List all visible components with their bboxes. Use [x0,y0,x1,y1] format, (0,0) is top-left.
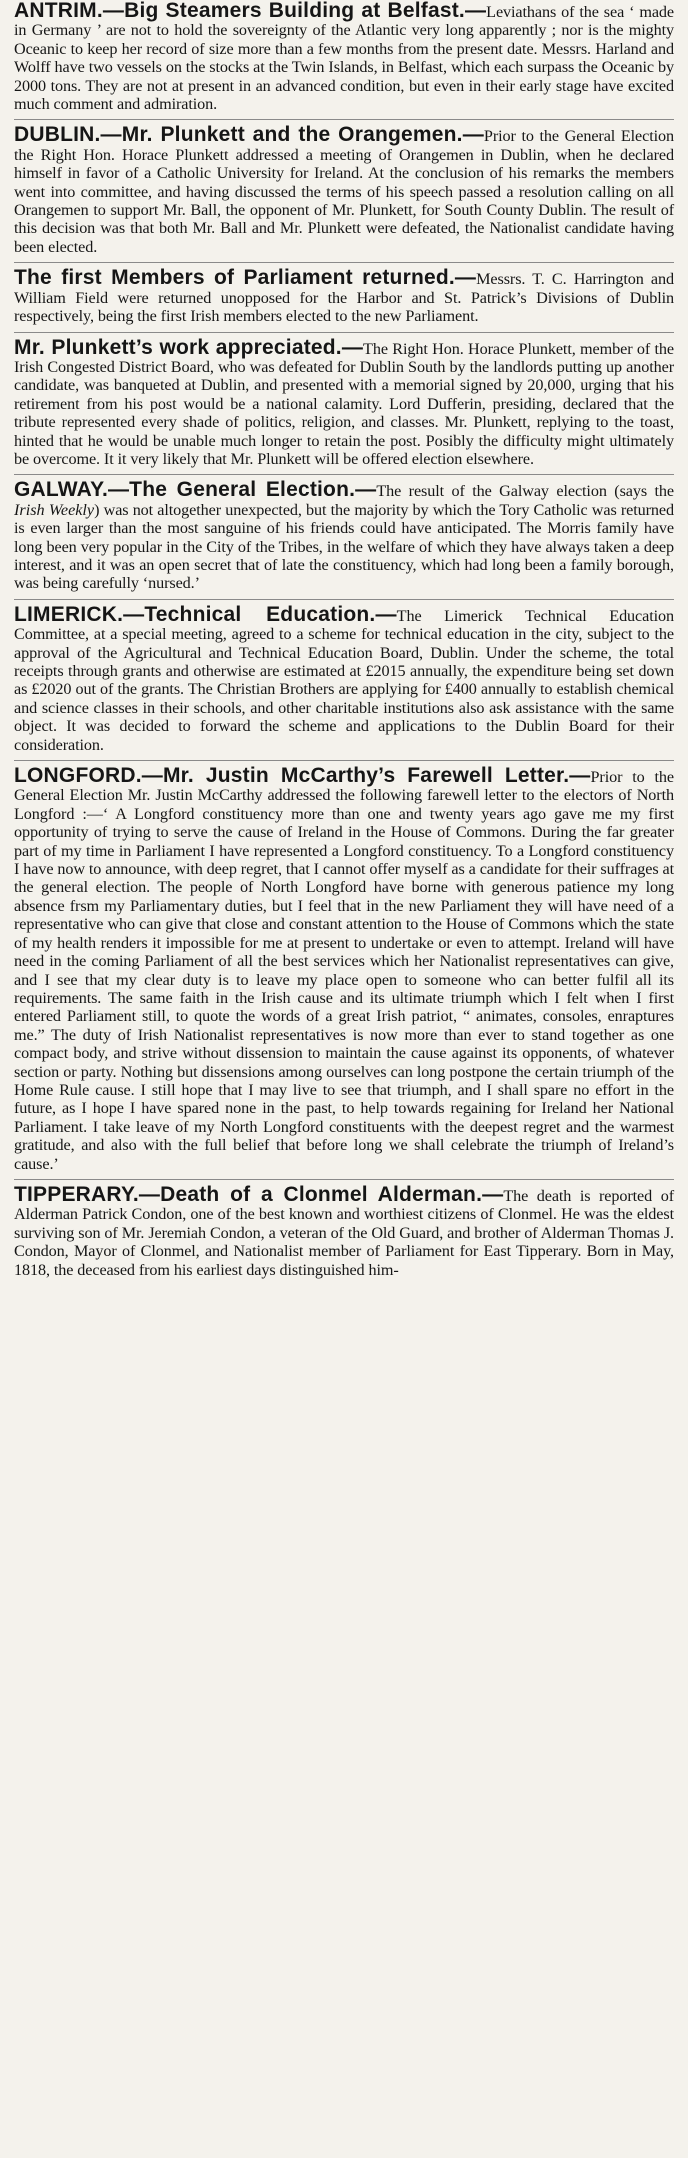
article-heading: The first Members of Parliament returned.— [14,266,477,290]
article-heading: LIMERICK.—Technical Education.— [14,602,397,626]
divider-rule [14,474,674,475]
article-heading: ANTRIM.—Big Steamers Building at Belfast.— [14,0,487,22]
divider-rule [14,262,674,263]
article-limerick [14,602,675,754]
article-longford [14,764,675,1173]
article-heading: LONGFORD.—Mr. Justin McCarthy’s Farewell Letter.— [14,764,591,788]
article-body-pre: The result of the Galway election (says the [376,482,674,501]
article-heading: GALWAY.—The General Election.— [14,478,377,502]
article-heading: TIPPERARY.—Death of a Clonmel Alderman.— [14,1182,504,1206]
article-body: Leviathans of the sea ‘ made in Germany ’ are not to hold the sovereignty of the Atlantic very long apparently ; nor is the mighty Oceanic to keep her record of size more than a few months from the present date. Messrs. Harland and Wolff have two vessels on the stocks at the Twin Islands, in Belfast, which each surpass the Oceanic by 2000 tons. They are not at present in an advanced condition, but even in their early stage have excited much comment and admiration. [14,3,675,114]
article-dublin-orangemen [14,123,674,256]
article-body: Messrs. T. C. Harrington and William Field were returned unopposed for the Harbor and St. Patrick’s Divisions of Dublin respectively, being the first Irish members elected to the new Parliament. [14,270,675,326]
publication-title: Irish Weekly [14,500,95,519]
divider-rule [14,332,674,333]
article-heading: Mr. Plunkett’s work appreciated.— [14,335,364,359]
article-body: Prior to the General Election Mr. Justin McCarthy addressed the following farewell letter to the electors of North Longford :—‘ A Longford constituency more than one and twenty years ago gave me my first opportunity of trying to serve the cause of Ireland in the House of Commons. During the far greater part of my time in Parliament I have represented a Longford constituency. To a Longford constituency I have now to announce, with deep regret, that I cannot offer myself as a candidate for their suffrages at the general election. The people of North Longford have borne with generous patience my long absence frsm my Parliamentary duties, but I feel that in the new Parliament they will have need of a representative who can give that close and constant attention to the House of Commons which the state of my health renders it impossible for me at present to undertake or even to attempt. Ireland will have need in the coming Parliament of all the best services which her Nationalist representatives can give, and I see that my clear duty is to leave my place open to someone who can better fulfil all its requirements. The same faith in the Irish cause and its ultimate triumph which I felt when I first entered Parliament still, to quote the words of a great Irish patriot, “ animates, consoles, enraptures me.” The duty of Irish Nationalist representatives is now more than ever to stand together as one compact body, and strive without dissension to maintain the cause against its opponents, of whatever section or party. Nothing but dissensions among ourselves can long postpone the certain triumph of the Home Rule cause. I still hope that I may live to see that triumph, and I shall spare no effort in the future, as I hope I have spared none in the past, to help towards regaining for Ireland her National Parliament. I take leave of my North Longford constituents with the deepest regret and the warmest gratitude, and also with the full belief that before long we shall celebrate the triumph of Ireland’s cause.’ [14,768,675,1173]
article-body-post: ) was not altogether unexpected, but the majority by which the Tory Catholic was returned is even larger than the most sanguine of his friends could have anticipated. The Morris family have long been very popular in the City of the Tribes, in the welfare of which they have always taken a deep interest, and it was an open secret that of late the constituency, which had long been a family borough, was being carefully ‘nursed.’ [14,500,674,593]
article-antrim [14,2,674,113]
article-body: Prior to the General Election the Right Hon. Horace Plunkett addressed a meeting of Orangemen in Dublin, when he declared himself in favor of a Catholic University for Ireland. At the conclusion of his remarks the members went into committee, and having discussed the terms of his speech passed a resolution calling on all Orangemen to support Mr. Ball, the opponent of Mr. Plunkett, for South County Dublin. The result of this decision was that both Mr. Ball and Mr. Plunkett were defeated, the Nationalist candidate having been elected. [14,127,674,256]
divider-rule [14,119,674,120]
divider-rule [14,760,674,761]
article-galway [14,478,674,593]
article-tipperary [14,1182,674,1279]
article-body: The death is reported of Alderman Patrick Condon, one of the best known and worthiest citizens of Clonmel. He was the eldest surviving son of Mr. Jeremiah Condon, a veteran of the Old Guard, and brother of Alderman Thomas J. Condon, Mayor of Clonmel, and Nationalist member of Parliament for East Tipperary. Born in May, 1818, the deceased from his earliest days distinguished him- [14,1186,674,1279]
divider-rule [14,599,674,600]
article-first-members [14,266,675,326]
divider-rule [14,1179,674,1180]
article-body: The Right Hon. Horace Plunkett, member of the Irish Congested District Board, who was defeated for Dublin South by the landlords putting up another candidate, was banqueted at Dublin, and presented with a memorial signed by 20,000, urging that his retirement from his post would be a national calamity. Lord Dufferin, presiding, declared that the tribute represented every shade of politics, religion, and classes. Mr. Plunkett, replying to the toast, hinted that he would be unable much longer to retain the post. Posibly the difficulty might ultimately be overcome. It it very likely that Mr. Plunkett will be offered election elsewhere. [14,339,674,468]
article-heading: DUBLIN.—Mr. Plunkett and the Orangemen.— [14,123,484,147]
article-plunkett-work [14,335,674,469]
article-body: The Limerick Technical Education Committee, at a special meeting, agreed to a scheme for technical education in the city, subject to the approval of the Agricultural and Technical Education Board, Dublin. Under the scheme, the total receipts through grants and otherwise are estimated at £2015 annually, the expenditure being set down as £2020 out of the grants. The Christian Brothers are applying for £400 annually to establish chemical and science classes in their schools, and other charitable institutions also ask assistance with the same object. It was decided to forward the scheme and applications to the Dublin Board for their consideration. [14,606,675,754]
